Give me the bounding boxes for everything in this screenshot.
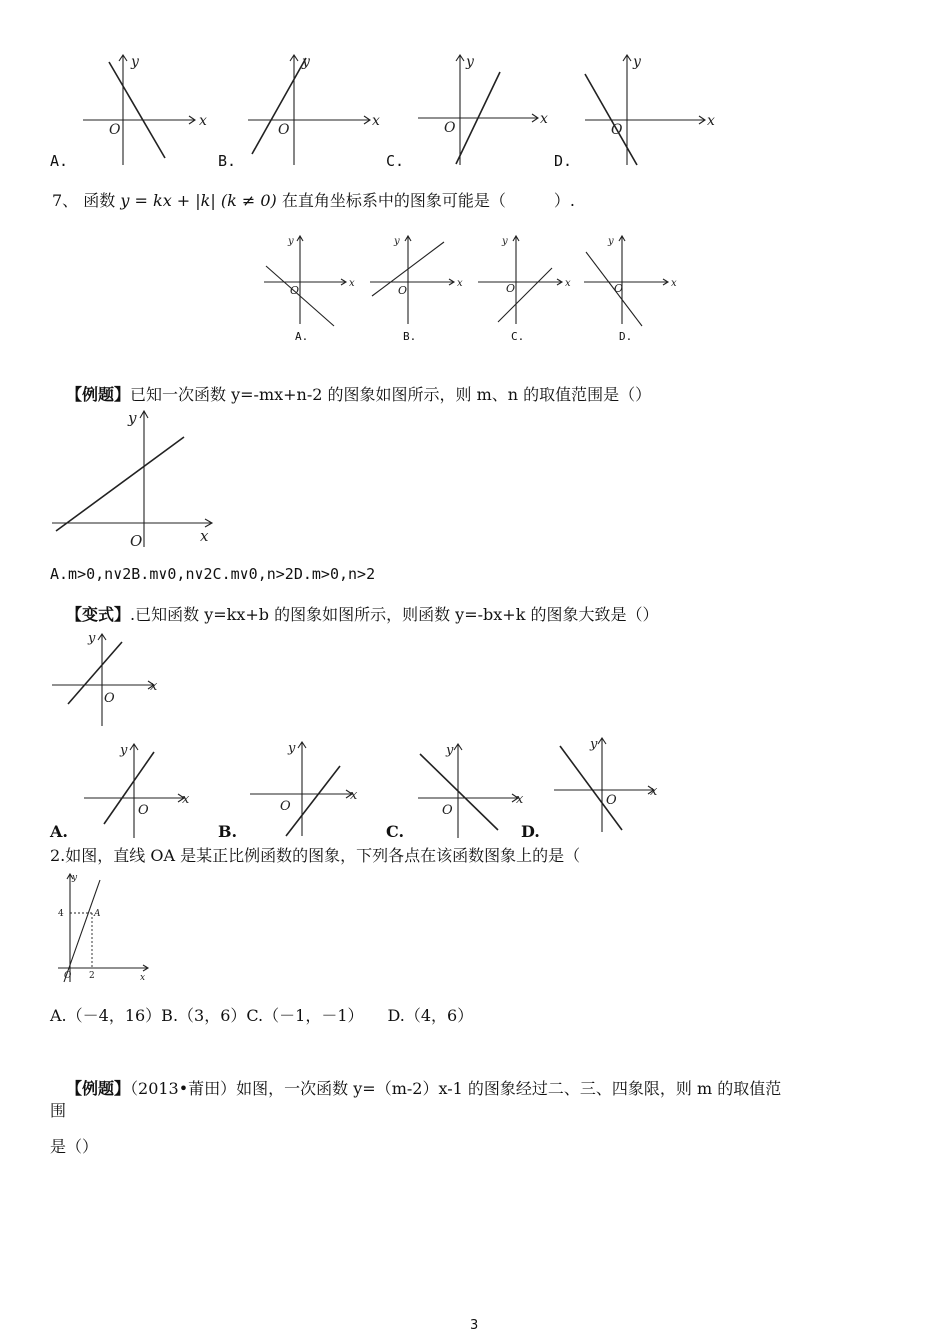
q7-option-c: C. [511,330,525,343]
svg-text:y: y [446,743,454,758]
svg-text:2: 2 [89,971,95,981]
svg-text:O: O [138,803,149,818]
svg-text:x: x [650,784,658,799]
example1-graph [48,405,228,550]
variant-tag: 【变式】 [66,605,131,624]
q7-prefix: 7、 函数 [52,191,116,210]
q7-graph-c [476,232,576,332]
example1-answers: A.m>0,n∨2B.m∨0,n∨2C.m∨0,n>2D.m>0,n>2 [50,565,376,583]
variant-graph-a [80,740,200,840]
variant-option-a: A. [50,822,68,841]
example1-tag: 【例题】 [66,385,131,404]
svg-text:x: x [565,278,571,289]
q7-formula: y = kx + |k| (k ≠ 0) [120,191,277,210]
q2-answers: A.（－4，16）B.（3，6）C.（－1，－1） D.（4，6） [50,1006,474,1025]
example2-tag: 【例题】 [66,1079,131,1098]
variant-question [66,602,658,625]
svg-text:y: y [128,409,137,427]
svg-text:x: x [200,527,209,545]
variant-text: .已知函数 y=kx+b 的图象如图所示，则函数 y=-bx+k 的图象大致是（） [130,605,659,624]
svg-text:x: x [350,788,358,803]
example1-question [66,382,651,405]
example2-line2: 围 [50,1101,67,1120]
svg-text:O: O [64,971,72,981]
svg-text:O: O [104,691,115,706]
svg-text:y: y [288,741,296,756]
svg-text:y: y [394,236,400,247]
svg-text:x: x [199,113,207,129]
svg-text:x: x [671,278,677,289]
q7-graph-a [262,232,362,332]
svg-text:x: x [516,792,524,807]
svg-text:x: x [540,111,548,127]
svg-text:y: y [88,631,96,646]
top-graph-b [240,50,390,170]
svg-text:x: x [707,113,715,129]
q7-question [52,188,575,211]
top-graph-d [575,50,725,170]
svg-text:O: O [442,803,453,818]
q7-option-a: A. [295,330,309,343]
q7-graph-b [368,232,468,332]
top-option-b: B. [218,152,237,170]
svg-text:y: y [502,236,508,247]
top-graph-c [410,50,560,170]
variant-graph-b [248,738,368,838]
top-graph-a [75,50,215,170]
svg-text:x: x [457,278,463,289]
top-option-a: A. [50,152,69,170]
q2-question: 2.如图，直线 OA 是某正比例函数的图象，下列各点在该函数图象上的是（ [50,846,581,865]
variant-graph-d [550,734,670,834]
example2-line1 [66,1076,781,1099]
q7-option-b: B. [403,330,417,343]
svg-text:y: y [120,743,128,758]
svg-text:y: y [72,873,78,883]
q7-suffix: 在直角坐标系中的图象可能是（ ）. [281,191,575,210]
svg-text:O: O [606,793,617,808]
svg-text:O: O [506,282,516,295]
q7-option-d: D. [619,330,633,343]
svg-text:x: x [349,278,355,289]
svg-text:O: O [290,284,300,297]
svg-text:y: y [590,737,598,752]
svg-text:O: O [278,122,290,138]
svg-text:x: x [372,113,380,129]
svg-text:A: A [94,909,101,919]
q2-graph [52,868,162,988]
svg-text:y: y [131,54,139,70]
svg-text:O: O [614,282,624,295]
svg-text:O: O [109,122,121,138]
svg-text:y: y [633,54,641,70]
svg-text:O: O [611,122,623,138]
q7-graph-d [582,232,682,332]
svg-text:O: O [280,799,291,814]
variant-option-c: C. [386,822,405,841]
example2-text: （2013•莆田）如图，一次函数 y=（m-2）x-1 的图象经过二、三、四象限，则 m 的取值范 [130,1079,782,1098]
variant-option-d: D. [521,822,540,841]
svg-text:x: x [182,792,190,807]
variant-option-b: B. [218,822,238,841]
variant-given-graph [50,628,170,728]
top-option-d: D. [554,152,573,170]
svg-text:O: O [130,532,143,550]
variant-graph-c [414,740,534,840]
svg-text:x: x [150,679,158,694]
svg-text:y: y [302,54,310,70]
svg-text:x: x [140,973,146,983]
svg-text:O: O [444,120,456,136]
page-number: 3 [470,1318,479,1333]
top-option-c: C. [386,152,405,170]
example1-text: 已知一次函数 y=-mx+n-2 的图象如图所示，则 m、n 的取值范围是（） [130,385,652,404]
svg-text:y: y [466,54,474,70]
svg-text:4: 4 [58,909,64,919]
svg-text:O: O [398,284,408,297]
svg-text:y: y [608,236,614,247]
svg-text:y: y [288,236,294,247]
example2-line3: 是（） [50,1137,99,1156]
